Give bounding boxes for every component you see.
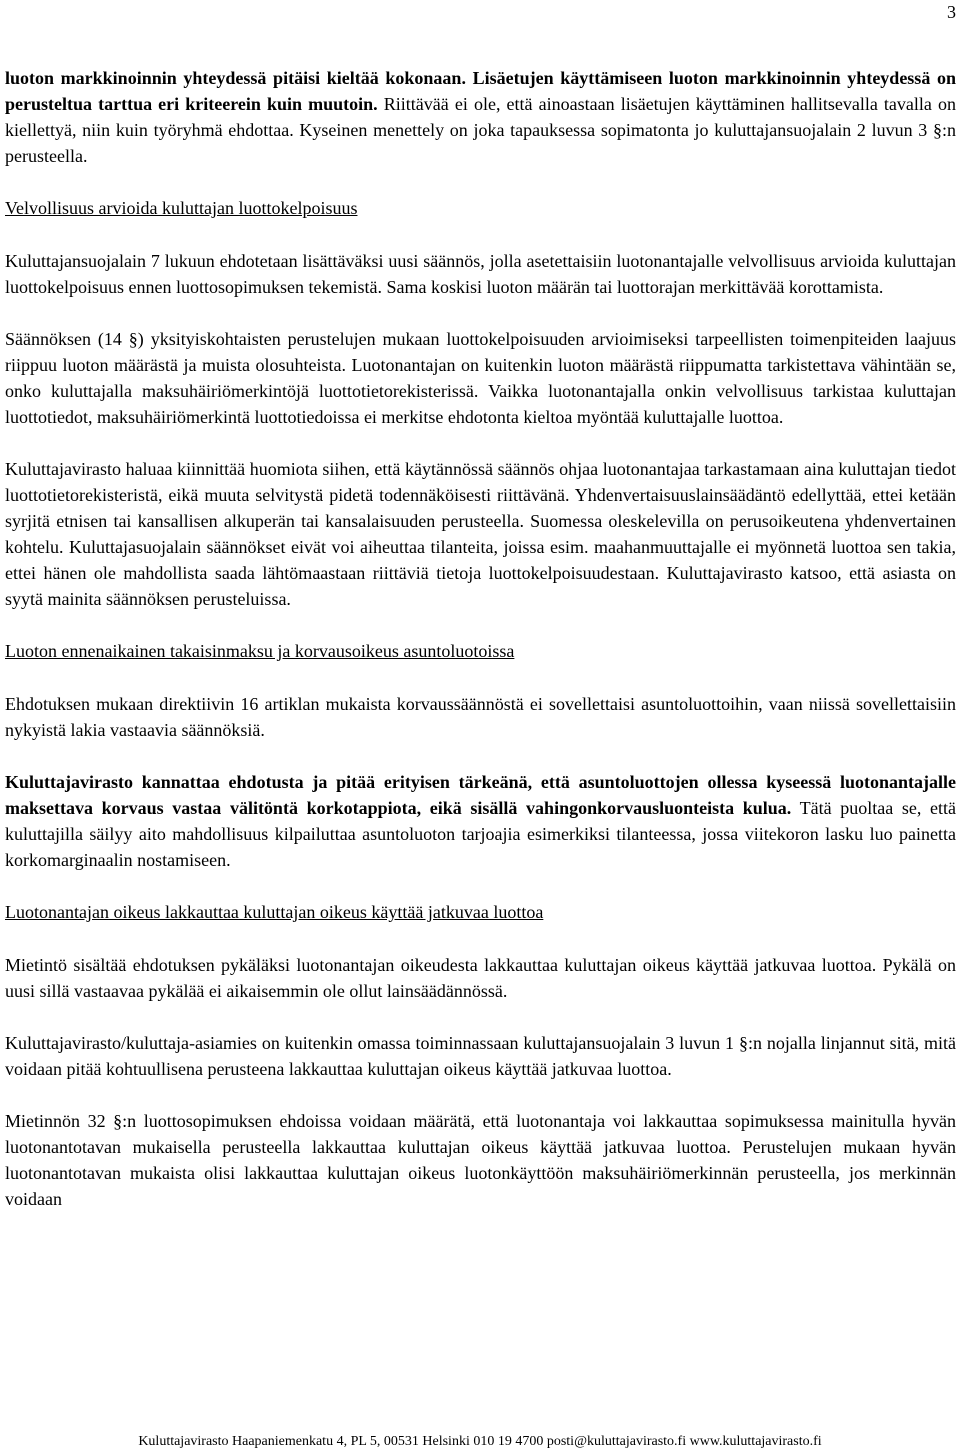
paragraph-lisaedut-bold: luoton markkinoinnin yhteydessä pitäisi kieltää kokonaan. Lisäetujen käyttämiseen luoton markkinoinnin yhteydessä on perusteltua tarttua eri kriteerein kuin muutoin. [5, 68, 956, 114]
paragraph-direktiivi-16: Ehdotuksen mukaan direktiivin 16 artiklan mukaista korvaussäännöstä ei sovellettaisi asuntoluottoihin, vaan niissä sovellettaisiin nykyistä lakia vastaavia säännöksiä. [5, 694, 956, 740]
paragraph-korvaus-bold: Kuluttajavirasto kannattaa ehdotusta ja pitää erityisen tärkeänä, että asuntoluottojen ollessa kyseessä luotonantajalle maksettava korvaus vastaa välitöntä korkotappiota, eikä sisällä vahingonkorvausluonteista kulua. [5, 772, 956, 818]
page-number: 3 [947, 2, 956, 22]
page-footer: Kuluttajavirasto Haapaniemenkatu 4, PL 5, 00531 Helsinki 010 19 4700 posti@kuluttajavirasto.fi www.kuluttajavirasto.fi [138, 1434, 822, 1449]
paragraph-korvaus-text: Tätä puoltaa se, että kuluttajilla säilyy aito mahdollisuus kilpailuttaa asuntoluoton tarjoajia esimerkiksi tilanteessa, jossa viitekoron lasku luo painetta korkomarginaalin nostamiseen. [5, 798, 956, 870]
section-heading-luottokelpoisuus: Velvollisuus arvioida kuluttajan luottokelpoisuus [5, 198, 358, 218]
paragraph-yhdenvertaisuus: Kuluttajavirasto haluaa kiinnittää huomiota siihen, että käytännössä säännös ohjaa luotonantajaa tarkastamaan aina kuluttajan tiedot luottotietorekisteristä, eikä muuta selvitystä pidetä todennäköisesti riittävänä. Yhdenvertaisuuslainsäädäntö edellyttää, ettei ketään syrjitä etnisen tai kansallisen alkuperän tai kansalaisuuden perusteella. Suomessa oleskelevilla on perusoikeutena yhdenvertainen kohtelu. Kuluttajasuojalain säännökset eivät voi aiheuttaa tilanteita, joissa esim. maahanmuuttajalle ei myönnetä luottoa sen takia, ettei hänen ole mahdollista saada lähtömaastaan riittäviä tietoja luottokelpoisuudestaan. Kuluttajavirasto katsoo, että asiasta on syytä mainita säännöksen perusteluissa. [5, 459, 956, 609]
document-body [5, 65, 956, 1238]
paragraph-7-luku: Kuluttajansuojalain 7 lukuun ehdotetaan lisättäväksi uusi säännös, jolla asetettaisiin luotonantajalle velvollisuus arvioida kuluttajan luottokelpoisuus ennen luottosopimuksen tekemistä. Sama koskisi luoton määrän tai luottorajan merkittävää korottamista. [5, 251, 956, 297]
paragraph-32-pykala: Mietinnön 32 §:n luottosopimuksen ehdoissa voidaan määrätä, että luotonantaja voi lakkauttaa sopimuksessa mainitulla hyvän luotonantotavan mukaisella perusteella lakkauttaa kuluttajan oikeus käyttää jatkuvaa luottoa. Perustelujen mukaan hyvän luotonantotavan mukaista olisi lakkauttaa kuluttajan oikeus luotonkäyttöön maksuhäiriömerkinnän perusteella, jos merkinnän voidaan [5, 1111, 956, 1209]
paragraph-lisaedut [5, 65, 956, 169]
paragraph-lisaedut-text: Riittävää ei ole, että ainoastaan lisäetujen käyttäminen hallitsevalla tavalla on kiellettyä, niin kuin työryhmä ehdottaa. Kyseinen menettely on joka tapauksessa sopimatonta jo kuluttajansuojalain 2 luvun 3 §:n perusteella. [5, 94, 956, 166]
paragraph-mietinto: Mietintö sisältää ehdotuksen pykäläksi luotonantajan oikeudesta lakkauttaa kuluttajan oikeus käyttää jatkuvaa luottoa. Pykälä on uusi sillä vastaavaa pykälää ei aikaisemmin ole ollut lainsäädännössä. [5, 955, 956, 1001]
paragraph-korvaus [5, 769, 956, 873]
section-heading-lakkauttaminen: Luotonantajan oikeus lakkauttaa kuluttajan oikeus käyttää jatkuvaa luottoa [5, 902, 544, 922]
paragraph-14-pykala: Säännöksen (14 §) yksityiskohtaisten perustelujen mukaan luottokelpoisuuden arvioimiseksi tarpeellisten toimenpiteiden laajuus riippuu luoton määrästä ja muista olosuhteista. Luotonantajan on kuitenkin luoton määrästä riippumatta tarkistettava vähintään se, onko kuluttajalla maksuhäiriömerkintöjä luottotietorekisterissä. Vaikka luotonantajalla onkin velvollisuus tarkistaa kuluttajan luottotiedot, maksuhäiriömerkintä luottotiedoissa ei merkitse ehdotonta kieltoa myöntää kuluttajalle luottoa. [5, 329, 956, 427]
section-heading-takaisinmaksu: Luoton ennenaikainen takaisinmaksu ja korvausoikeus asuntoluotoissa [5, 641, 515, 661]
paragraph-linjaus: Kuluttajavirasto/kuluttaja-asiamies on kuitenkin omassa toiminnassaan kuluttajansuojalain 3 luvun 1 §:n nojalla linjannut sitä, mitä voidaan pitää kohtuullisena perusteena lakkauttaa kuluttajan oikeus käyttää jatkuvaa luottoa. [5, 1033, 956, 1079]
